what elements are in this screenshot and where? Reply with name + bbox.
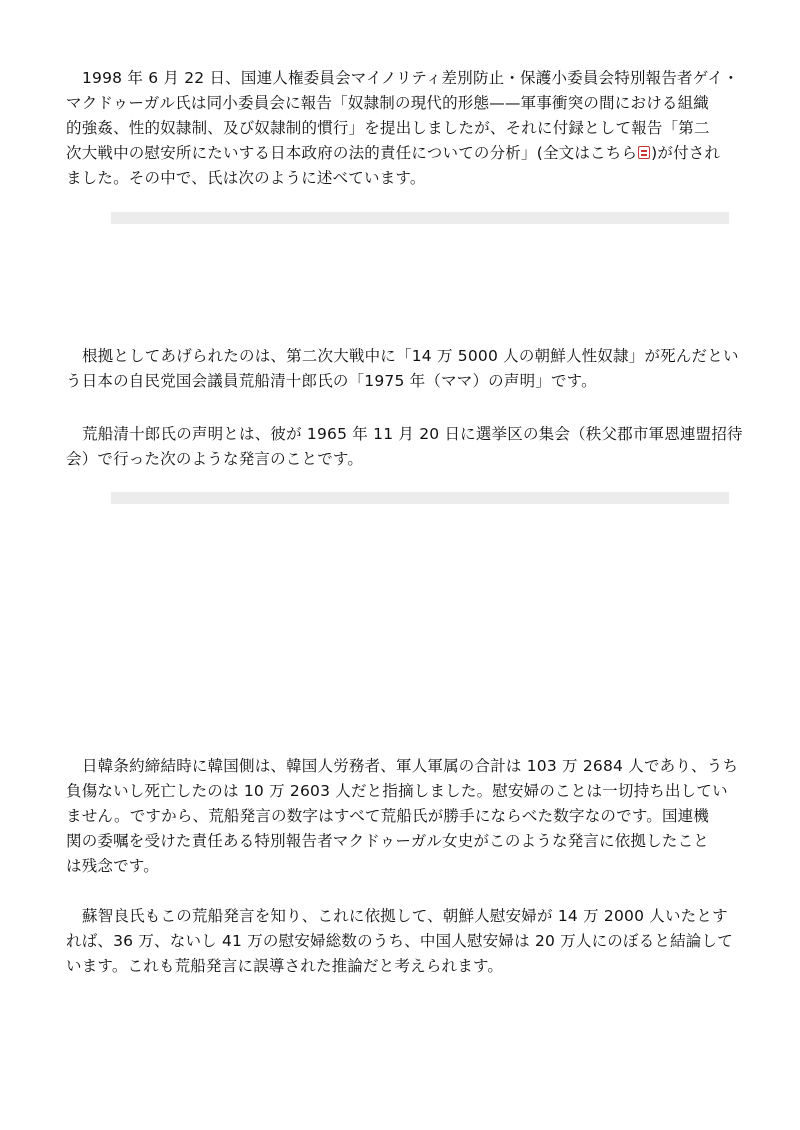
paragraph-treaty: [66, 754, 746, 879]
paragraph-line: 蘇智良氏もこの荒船発言を知り、これに依拠して、朝鮮人慰安婦が 14 万 2000 人いたとす: [82, 907, 728, 925]
quote-block-arafune: [111, 492, 729, 504]
paragraph-su-zhiliang: [66, 904, 746, 979]
paragraph-line: ません。ですから、荒船発言の数字はすべて荒船氏が勝手にならべた数字なのです。国連機: [66, 807, 710, 825]
paragraph-arafune-statement: [66, 422, 746, 472]
paragraph-line: ました。その中で、氏は次のように述べています。: [66, 169, 426, 187]
paragraph-line-text: 次大戦中の慰安所にたいする日本政府の法的責任についての分析」(全文はこちら: [66, 144, 638, 162]
paragraph-basis: [66, 344, 746, 394]
paragraph-line-text: )が付され: [651, 144, 721, 162]
paragraph-line: 1998 年 6 月 22 日、国連人権委員会マイノリティ差別防止・保護小委員会特別報告者ゲイ・: [82, 69, 739, 87]
paragraph-mcdougall-report: [66, 66, 746, 191]
paragraph-line: 根拠としてあげられたのは、第二次大戦中に「14 万 5000 人の朝鮮人性奴隷」が死んだとい: [82, 347, 739, 365]
paragraph-line: 日韓条約締結時に韓国側は、韓国人労務者、軍人軍属の合計は 103 万 2684 人であり、うち: [82, 757, 739, 775]
paragraph-line: は残念です。: [66, 857, 159, 875]
paragraph-line: 会）で行った次のような発言のことです。: [66, 450, 364, 468]
paragraph-line: う日本の自民党国会議員荒船清十郎氏の「1975 年（ママ）の声明」です。: [66, 372, 597, 390]
paragraph-line: 的強姦、性的奴隷制、及び奴隷制的慣行」を提出しましたが、それに付録として報告「第二: [66, 119, 710, 137]
paragraph-line: 関の委嘱を受けた責任ある特別報告者マクドゥーガル女史がこのような発言に依拠したこと: [66, 832, 710, 850]
paragraph-line: 荒船清十郎氏の声明とは、彼が 1965 年 11 月 20 日に選挙区の集会（秩父郡市軍恩連盟招待: [82, 425, 743, 443]
paragraph-line: マクドゥーガル氏は同小委員会に報告「奴隷制の現代的形態——軍事衝突の間における組織: [66, 94, 710, 112]
paragraph-line: います。これも荒船発言に誤導された推論だと考えられます。: [66, 957, 504, 975]
paragraph-line: 負傷ないし死亡したのは 10 万 2603 人だと指摘しました。慰安婦のことは一切持ち出してい: [66, 782, 728, 800]
quote-block-mcdougall: [111, 212, 729, 224]
paragraph-line-with-link: [66, 141, 746, 166]
document-icon[interactable]: [638, 146, 650, 159]
paragraph-line: れば、36 万、ないし 41 万の慰安婦総数のうち、中国人慰安婦は 20 万人にのぼると結論して: [66, 932, 733, 950]
